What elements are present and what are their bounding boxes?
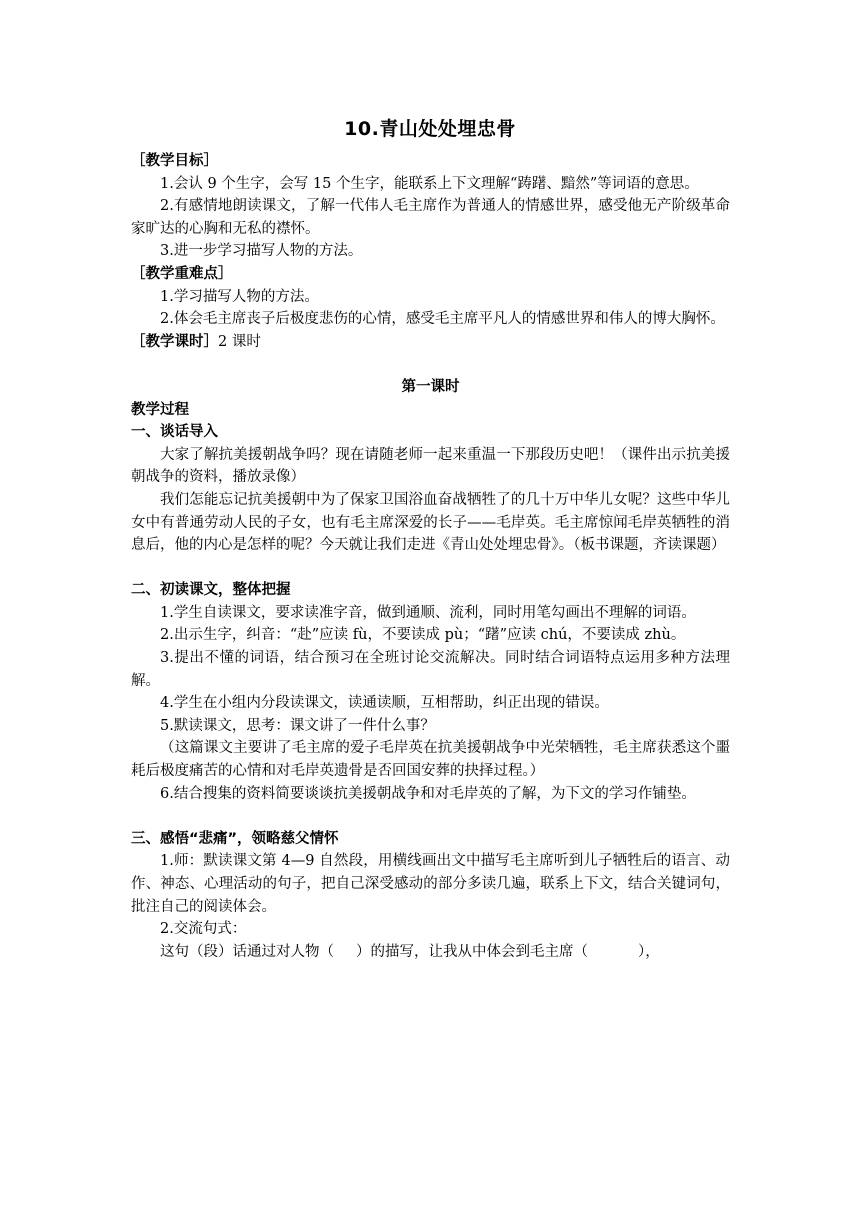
goal-item: 3.进一步学习描写人物的方法。 [160,243,363,260]
template-part: 这句（段）话通过对人物（ [160,943,334,960]
hours-value: 2 课时 [218,333,261,350]
section1-heading: 一、谈话导入 [131,424,218,441]
goal-item: 2.有感情地朗读课文，了解一代伟人毛主席作为普通人的情感世界，感受他无产阶级革命家旷达的心胸和无私的襟怀。 [131,198,730,237]
goal-item: 1.会认 9 个生字，会写 15 个生字，能联系上下文理解“踌躇、黯然”等词语的意思。 [160,175,699,192]
section2-item: 5.默读课文，思考：课文讲了一件什么事？ [160,717,435,734]
key-points-heading: ［教学重难点］ [131,265,233,282]
section1-paragraph: 大家了解抗美援朝战争吗？现在请随老师一起来重温一下那段历史吧！（课件出示抗美援朝战争的资料，播放录像） [131,446,730,486]
lesson-heading: 第一课时 [401,378,460,395]
sentence-template [131,941,730,964]
section2-item: 6.结合搜集的资料简要谈谈抗美援朝战争和对毛岸英的了解，为下文的学习作铺垫。 [160,785,696,802]
section2-answer: （这篇课文主要讲了毛主席的爱子毛岸英在抗美援朝战争中光荣牺牲，毛主席获悉这个噩耗后极度痛苦的心情和对毛岸英遗骨是否回国安葬的抉择过程。） [131,740,730,780]
section3-item: 2.交流句式： [160,921,247,938]
section3-heading: 三、感悟“悲痛”，领略慈父情怀 [131,830,339,847]
section2-item: 1.学生自读课文，要求读准字音，做到通顺、流利，同时用笔勾画出不理解的词语。 [160,604,696,621]
key-point-item: 1.学习描写人物的方法。 [160,288,319,305]
section2-item: 4.学生在小组内分段读课文，读通读顺，互相帮助，纠正出现的错误。 [160,695,609,712]
goals-heading: ［教学目标］ [131,153,218,169]
document-body [131,150,730,963]
hours-line [131,331,730,354]
section2-item: 3.提出不懂的词语，结合预习在全班讨论交流解决。同时结合词语特点运用多种方法理解。 [131,650,730,689]
page-title: 10.青山处处埋忠骨 [344,118,516,140]
section3-item: 1.师：默读课文第 4—9 自然段，用横线画出文中描写毛主席听到儿子牺牲后的语言、动作、神态、心理活动的句子，把自己深受感动的部分多读几遍，联系上下文，结合关键词句，批注自己的阅读体会。 [131,853,730,915]
template-part: ）的描写，让我从中体会到毛主席（ [356,943,588,960]
section1-paragraph: 我们怎能忘记抗美援朝中为了保家卫国浴血奋战牺牲了的几十万中华儿女呢？这些中华儿女中有普通劳动人民的子女，也有毛主席深爱的长子——毛岸英。毛主席惊闻毛岸英牺牲的消息后，他的内心是怎样的呢？今天就让我们走进《青山处处埋忠骨》。（板书课题，齐读课题） [131,491,730,554]
key-point-item: 2.体会毛主席丧子后极度悲伤的心情，感受毛主席平凡人的情感世界和伟人的博大胸怀。 [160,311,725,328]
template-part: ）， [638,943,660,960]
section2-heading: 二、初读课文，整体把握 [131,582,291,599]
process-heading: 教学过程 [131,401,189,418]
hours-heading: ［教学课时］ [131,333,218,350]
section2-item: 2.出示生字，纠音：“赴”应读 fù，不要读成 pù；“躇”应读 chú，不要读成 zhù。 [160,627,686,644]
